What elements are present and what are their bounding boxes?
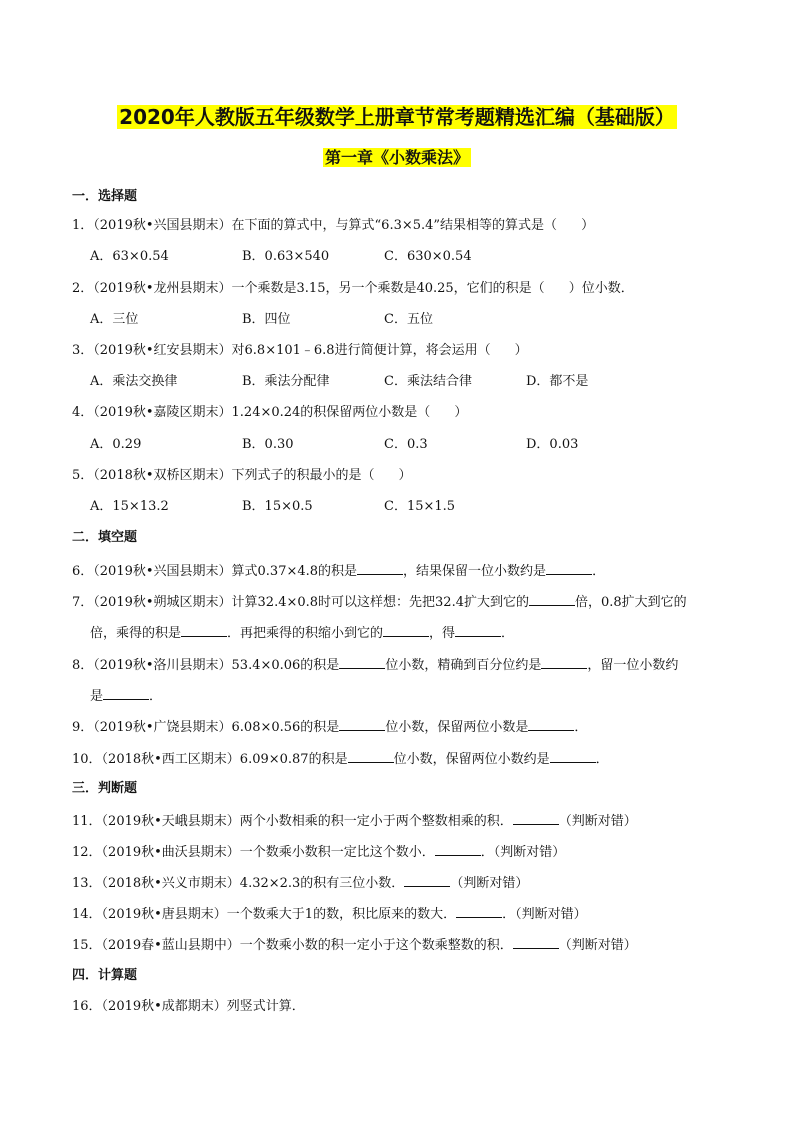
answer-blank — [455, 622, 501, 637]
question-3: 3．（2019秋•红安县期末）对6.8×101﹣6.8进行简便计算，将会运用（ ） — [72, 343, 528, 358]
section-heading-fill: 二．填空题 — [72, 530, 138, 545]
question-9: 9．（2019秋•广饶县期末）6.08×0.56的积是 位小数，保留两位小数是 ． — [72, 716, 587, 738]
answer-blank — [357, 560, 403, 575]
q4-option-a: A．0.29 — [90, 437, 142, 452]
answer-blank — [339, 716, 385, 731]
answer-blank — [404, 872, 450, 887]
answer-blank — [546, 560, 592, 575]
answer-blank — [541, 654, 587, 669]
question-15: 15．（2019春•蓝山县期中）一个数乘小数的积一定小于这个数乘整数的积． （判断对错） — [72, 934, 637, 956]
question-14: 14．（2019秋•唐县期末）一个数乘大于1的数，积比原来的数大． ．（判断对错） — [72, 903, 587, 925]
answer-blank — [181, 622, 227, 637]
section-heading-choice: 一．选择题 — [72, 189, 138, 204]
question-13: 13．（2018秋•兴义市期末）4.32×2.3的积有三位小数． （判断对错） — [72, 872, 528, 894]
question-6: 6．（2019秋•兴国县期末）算式0.37×4.8的积是 ，结果保留一位小数约是 ． — [72, 560, 605, 582]
answer-blank — [529, 591, 575, 606]
q2-option-c: C．五位 — [384, 312, 433, 327]
q4-option-b: B．0.30 — [242, 437, 294, 452]
q3-option-d: D．都不是 — [526, 374, 589, 389]
section-heading-judge: 三．判断题 — [72, 781, 138, 796]
question-7: 7．（2019秋•朔城区期末）计算32.4×0.8时可以这样想：先把32.4扩大到它的 倍，0.8扩大到它的 — [72, 591, 687, 613]
q3-option-a: A．乘法交换律 — [90, 374, 178, 389]
answer-blank — [435, 841, 481, 856]
question-12: 12．（2019秋•曲沃县期末）一个数乘小数积一定比这个数小． ．（判断对错） — [72, 841, 565, 863]
q4-option-c: C．0.3 — [384, 437, 428, 452]
question-7-cont: 倍，乘得的积是 ．再把乘得的积缩小到它的 ，得 ． — [90, 622, 514, 644]
question-10: 10．（2018秋•西工区期末）6.09×0.87的积是 位小数，保留两位小数约是 ． — [72, 748, 609, 770]
q1-option-b: B．0.63×540 — [242, 249, 330, 264]
q5-option-c: C．15×1.5 — [384, 499, 456, 514]
q1-option-a: A．63×0.54 — [90, 249, 169, 264]
q5-option-b: B．15×0.5 — [242, 499, 313, 514]
q3-option-c: C．乘法结合律 — [384, 374, 472, 389]
q3-option-b: B．乘法分配律 — [242, 374, 330, 389]
answer-blank — [339, 654, 385, 669]
chapter-subtitle: 第一章《小数乘法》 — [324, 148, 469, 167]
page-title: 2020年人教版五年级数学上册章节常考题精选汇编（基础版） — [119, 105, 675, 129]
q2-option-a: A．三位 — [90, 312, 139, 327]
q1-option-c: C．630×0.54 — [384, 249, 472, 264]
question-1: 1．（2019秋•兴国县期末）在下面的算式中，与算式“6.3×5.4”结果相等的算式是（ ） — [72, 218, 595, 233]
q5-option-a: A．15×13.2 — [90, 499, 169, 514]
answer-blank — [383, 622, 429, 637]
section-heading-calc: 四．计算题 — [72, 968, 138, 983]
question-11: 11．（2019秋•天峨县期末）两个小数相乘的积一定小于两个整数相乘的积． （判断对错） — [72, 810, 637, 832]
answer-blank — [550, 748, 596, 763]
question-2: 2．（2019秋•龙州县期末）一个乘数是3.15，另一个乘数是40.25，它们的积是（ ）位小数． — [72, 281, 634, 296]
answer-blank — [103, 685, 149, 700]
answer-blank — [528, 716, 574, 731]
q2-option-b: B．四位 — [242, 312, 291, 327]
question-8-cont: 是 ． — [90, 685, 162, 707]
answer-blank — [513, 934, 559, 949]
question-4: 4．（2019秋•嘉陵区期末）1.24×0.24的积保留两位小数是（ ） — [72, 405, 468, 420]
q4-option-d: D．0.03 — [526, 437, 579, 452]
question-5: 5．（2018秋•双桥区期末）下列式子的积最小的是（ ） — [72, 468, 412, 483]
answer-blank — [348, 748, 394, 763]
question-16: 16．（2019秋•成都期末）列竖式计算． — [72, 999, 305, 1014]
answer-blank — [456, 903, 502, 918]
question-8: 8．（2019秋•洛川县期末）53.4×0.06的积是 位小数，精确到百分位约是 ，留一位小数约 — [72, 654, 678, 676]
answer-blank — [513, 810, 559, 825]
